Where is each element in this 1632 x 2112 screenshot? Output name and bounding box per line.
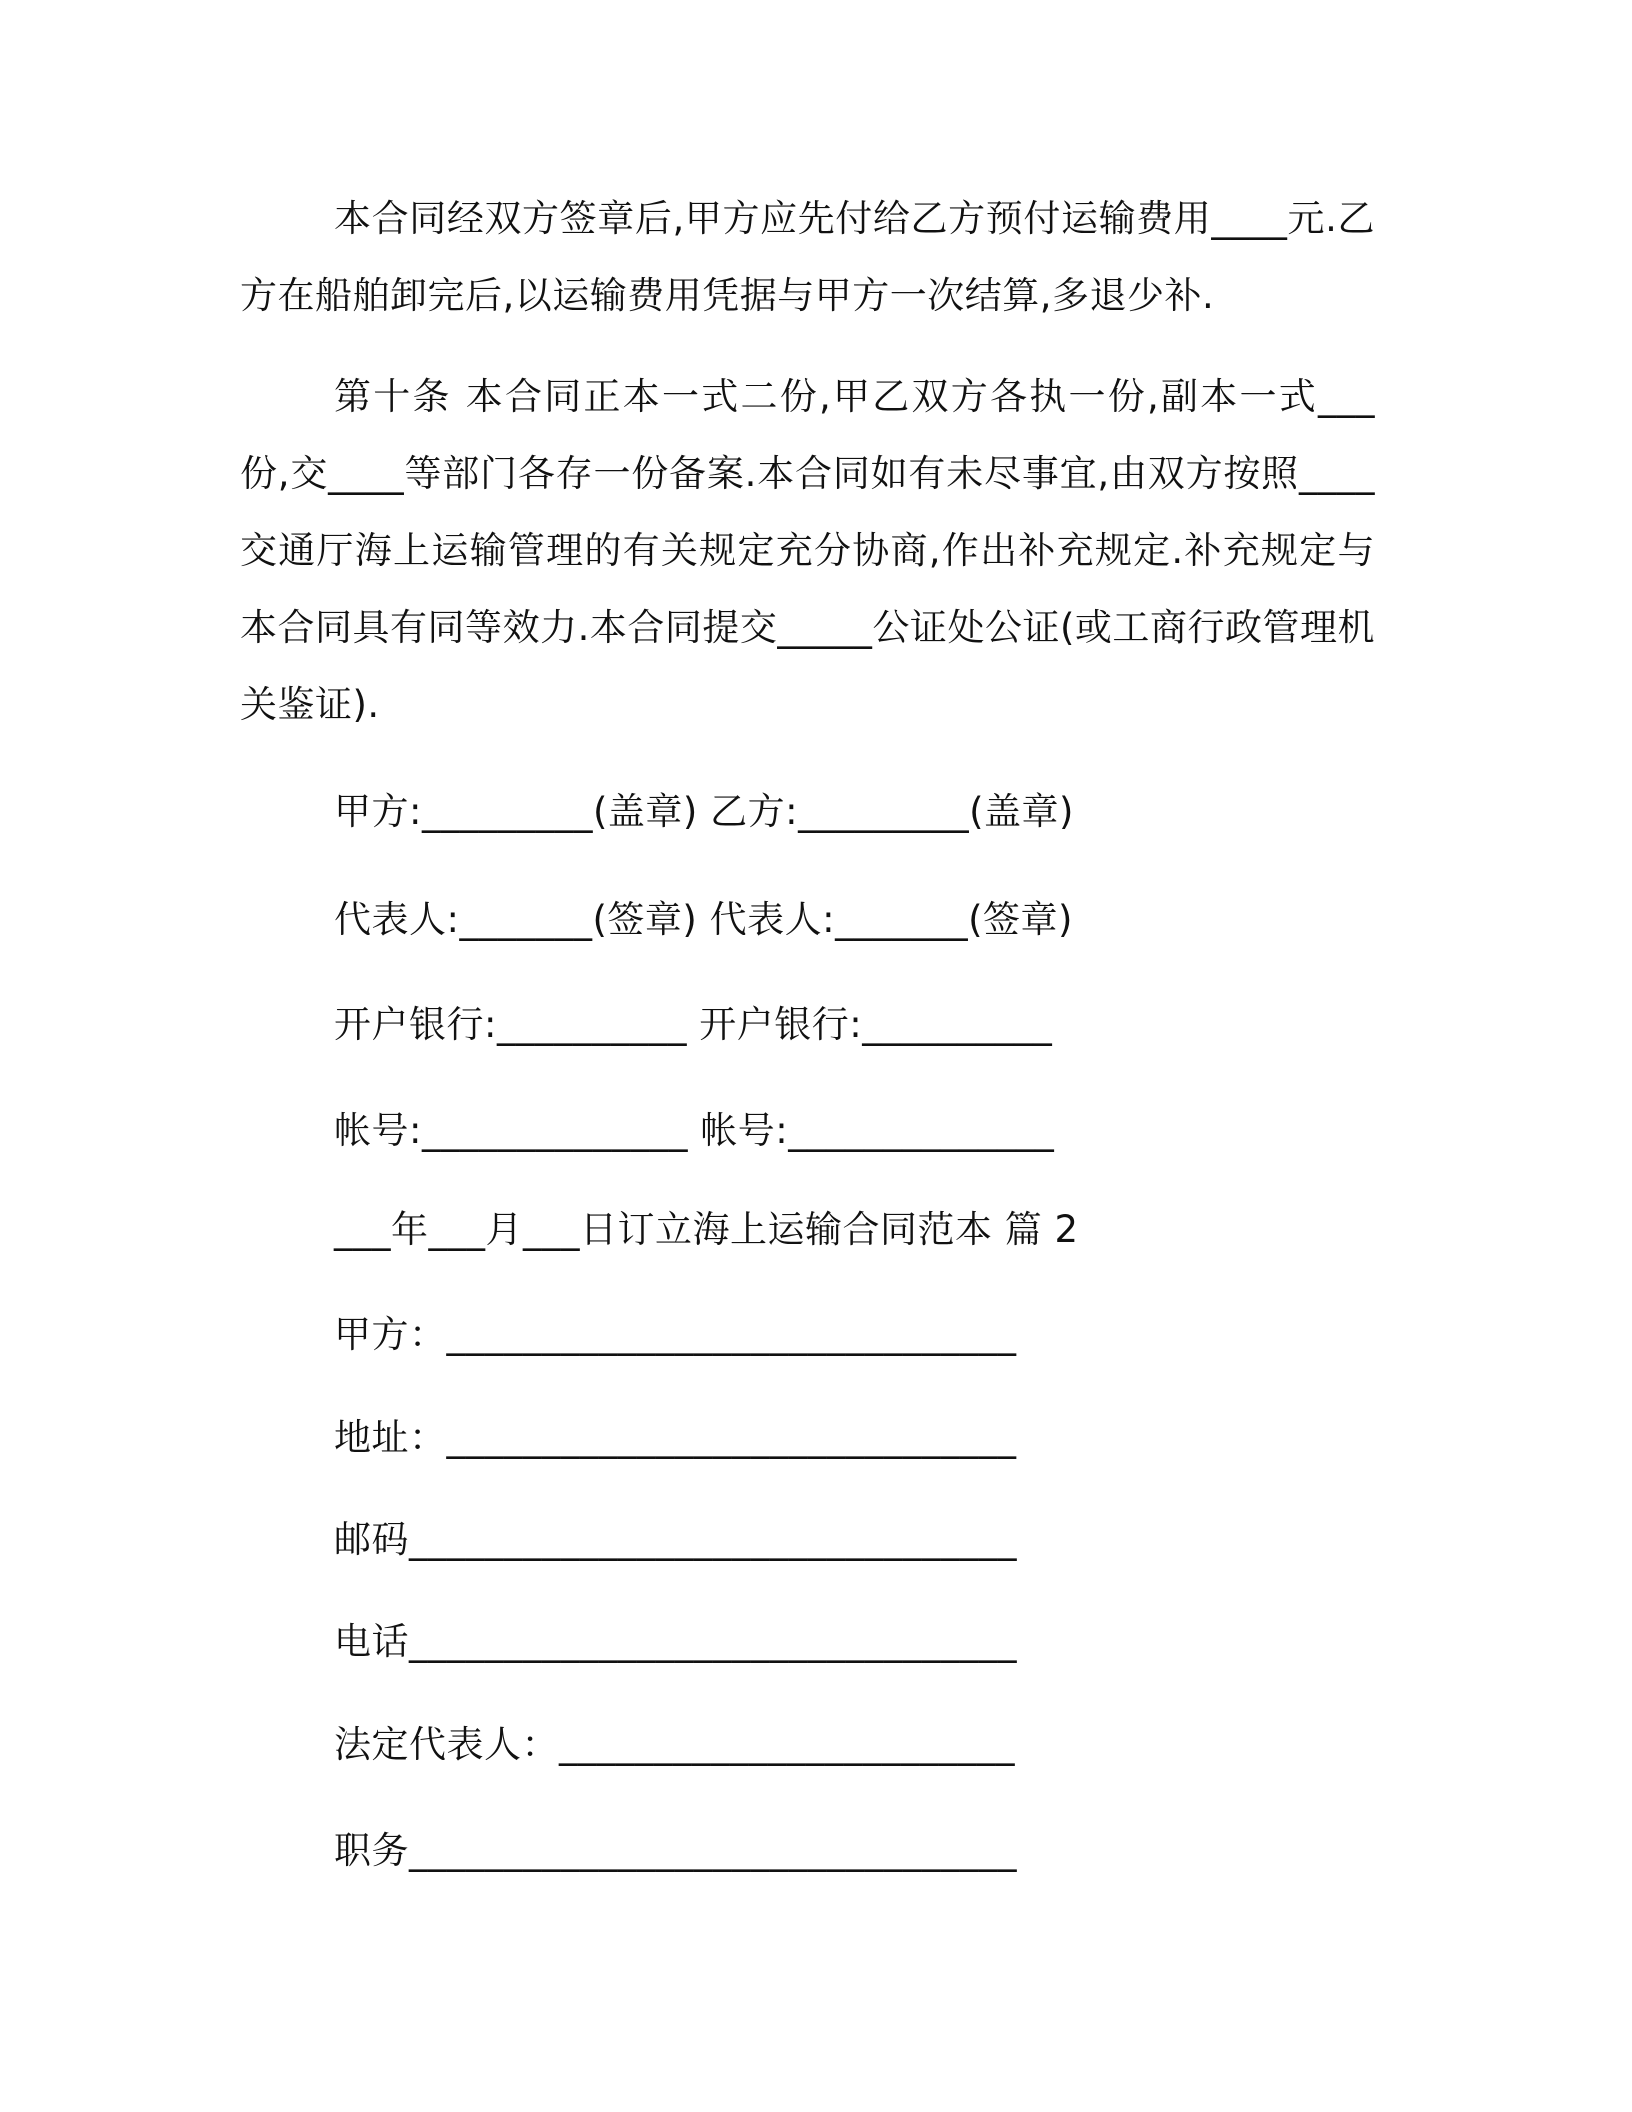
article-10-paragraph: 第十条 本合同正本一式二份,甲乙双方各执一份,副本一式___份,交____等部门各存一份备案.本合同如有未尽事宜,由双方按照____交通厅海上运输管理的有关规定充分协商,作出补充规定.补充规定与本合同具有同等效力.本合同提交_____公证处公证(或工商行政管理机关鉴证). xyxy=(240,375,1375,726)
party-a-field: 甲方：______________________________ xyxy=(334,1313,1017,1356)
signature-account-line: 帐号:______________ 帐号:______________ xyxy=(334,1109,1055,1152)
legal-representative-field: 法定代表人：________________________ xyxy=(334,1723,1015,1766)
signature-representative-line: 代表人:_______(签章) 代表人:_______(签章) xyxy=(334,898,1073,941)
postcode-field: 邮码________________________________ xyxy=(334,1518,1017,1561)
position-field: 职务________________________________ xyxy=(334,1829,1017,1872)
phone-field: 电话________________________________ xyxy=(334,1620,1017,1663)
date-title-line: ___年___月___日订立海上运输合同范本 篇 2 xyxy=(334,1208,1079,1251)
signature-bank-line: 开户银行:__________ 开户银行:__________ xyxy=(334,1003,1053,1046)
signature-party-line: 甲方:_________(盖章) 乙方:_________(盖章) xyxy=(334,790,1074,833)
address-field: 地址：______________________________ xyxy=(334,1416,1017,1459)
payment-paragraph: 本合同经双方签章后,甲方应先付给乙方预付运输费用____元.乙方在船舶卸完后,以运输费用凭据与甲方一次结算,多退少补. xyxy=(240,197,1375,317)
